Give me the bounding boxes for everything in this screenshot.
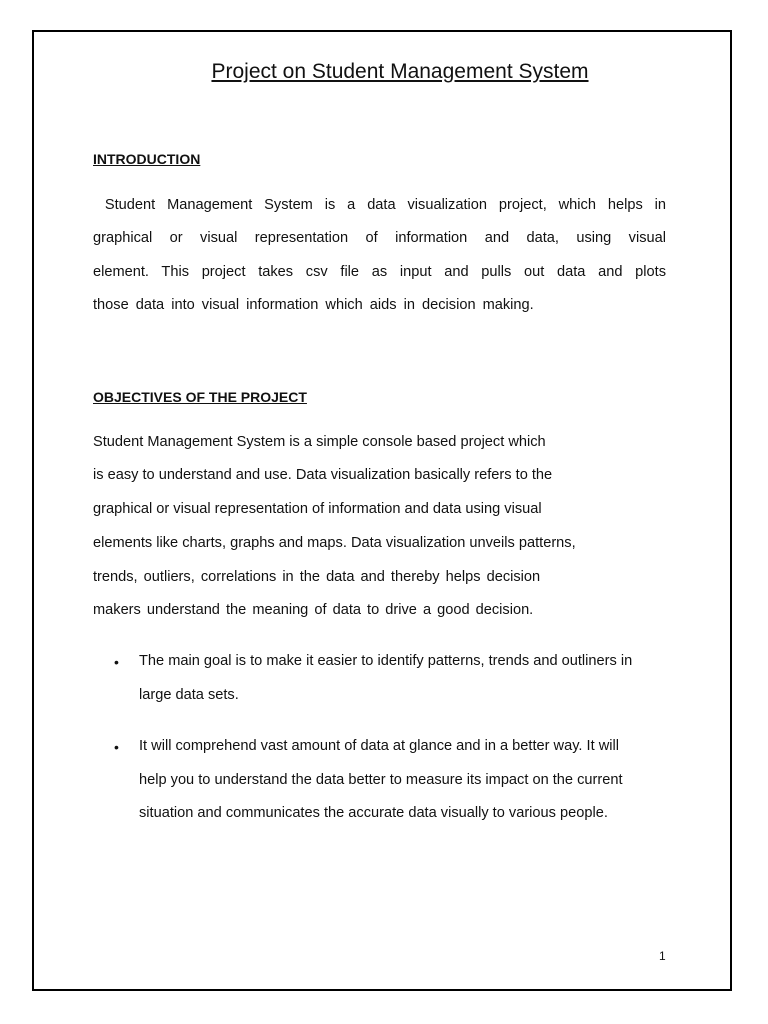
introduction-heading: INTRODUCTION [93, 151, 201, 167]
paragraph-line: element. This project takes csv file as input and pulls out data and plots [93, 264, 666, 280]
bullet-line: The main goal is to make it easier to identify patterns, trends and outliners in [139, 653, 633, 669]
bullet-icon: • [114, 654, 119, 670]
paragraph-line: elements like charts, graphs and maps. Data visualization unveils patterns, [93, 535, 576, 551]
bullet-line: help you to understand the data better to measure its impact on the current [139, 772, 623, 788]
bullet-line: It will comprehend vast amount of data at glance and in a better way. It will [139, 738, 619, 754]
document-title: Project on Student Management System [211, 60, 589, 83]
paragraph-line: graphical or visual representation of information and data using visual [93, 501, 542, 517]
bullet-line: situation and communicates the accurate data visually to various people. [139, 805, 608, 821]
paragraph-line: trends, outliers, correlations in the data and thereby helps decision [93, 569, 541, 585]
paragraph-line: Student Management System is a simple console based project which [93, 434, 546, 450]
paragraph-line: graphical or visual representation of information and data, using visual [93, 230, 666, 246]
paragraph-line: those data into visual information which aids in decision making. [93, 297, 534, 313]
paragraph-line: makers understand the meaning of data to drive a good decision. [93, 602, 534, 618]
page-number: 1 [659, 949, 666, 963]
bullet-icon: • [114, 739, 119, 755]
bullet-line: large data sets. [139, 687, 239, 703]
objectives-heading: OBJECTIVES OF THE PROJECT [93, 389, 307, 405]
paragraph-line: Student Management System is a data visualization project, which helps in [93, 197, 666, 213]
paragraph-line: is easy to understand and use. Data visualization basically refers to the [93, 467, 553, 483]
